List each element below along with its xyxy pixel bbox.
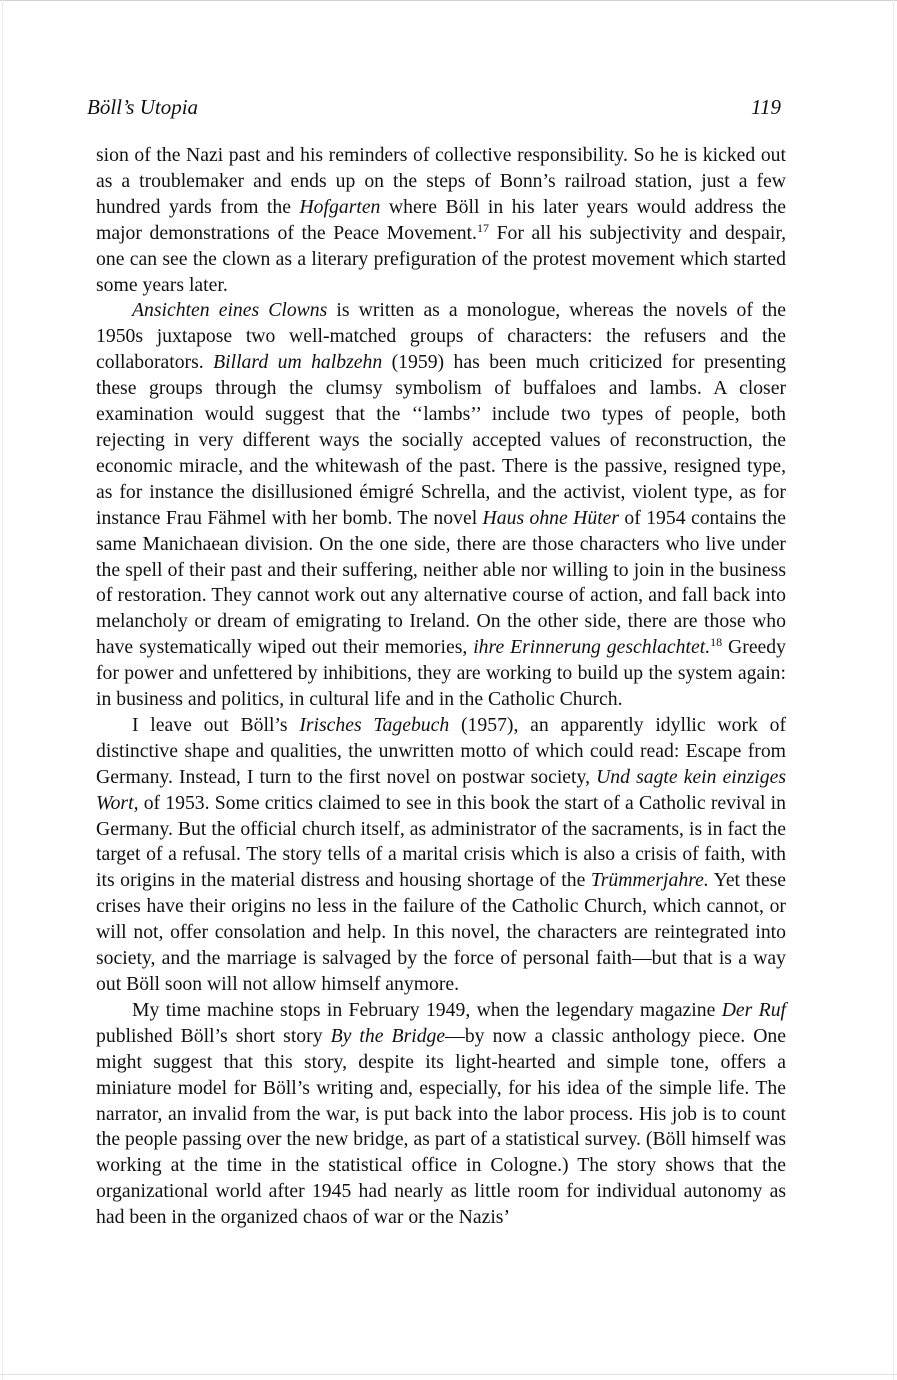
italic-title: Irisches Tagebuch xyxy=(299,713,450,736)
text-run: For all his subjectivity and despair, one can see the clown as a literary prefiguration of the protest movement which started some years later. xyxy=(96,221,787,296)
text-run: I leave out Böll’s xyxy=(132,713,300,736)
italic-title: Trümmerjahre. xyxy=(590,869,709,892)
page-edge-bottom xyxy=(0,1374,897,1375)
paragraph-2 xyxy=(96,298,786,713)
text-run: of 1954 contains the same Manichaean division. On the one side, there are those characters who live under the spell of their past and their suffering, neither able nor willing to join in the business of restoration. They cannot work out any alternative course of action, and fall back into melancholy or dream of emigrating to Ireland. On the other side, there are those who have systematically wiped out their memories, xyxy=(96,506,786,659)
page-edge-left xyxy=(2,0,3,1380)
italic-title: Der Ruf xyxy=(721,998,787,1021)
text-run: Yet these crises have their origins no less in the failure of the Catholic Church, which cannot, or will not, offer consolation and help. In this novel, the characters are reintegrated into society, and the marriage is salvaged by the force of personal faith—but that is a way out Böll soon will not allow himself anymore. xyxy=(96,869,786,995)
footnote-ref: 17 xyxy=(476,220,489,235)
page-edge-top xyxy=(0,0,897,1)
page-edge-right xyxy=(893,0,894,1380)
italic-title: Hofgarten xyxy=(299,195,381,218)
text-run: (1959) has been much criticized for presenting these groups through the clumsy symbolism of buffaloes and lambs. A closer examination would suggest that the ‘‘lambs’’ include two types of people, both rejecting in very different ways the socially accepted values of reconstruction, the economic miracle, and the whitewash of the past. There is the passive, resigned type, as for instance the disillusioned émigré Schrella, and the activist, violent type, as for instance Frau Fähmel with her bomb. The novel xyxy=(96,351,786,529)
text-run: —by now a classic anthology piece. One might suggest that this story, despite its light-hearted and simple tone, offers a miniature model for Böll’s writing and, especially, for his idea of the simple life. The narrator, an invalid from the war, is put back into the labor process. His job is to count the people passing over the new bridge, as part of a statistical survey. (Böll himself was working at the time in the statistical office in Cologne.) The story shows that the organizational world after 1945 had nearly as little room for individual autonomy as had been in the organized chaos of war or the Nazis’ xyxy=(96,1024,786,1229)
text-run: of 1953. Some critics claimed to see in this book the start of a Catholic revival in Germany. But the official church itself, as administrator of the sacraments, is in fact the target of a refusal. The story tells of a marital crisis which is also a crisis of faith, with its origins in the material distress and housing shortage of the xyxy=(96,791,786,892)
text-run: (1957), an apparently idyllic work of distinctive shape and qualities, the unwritten motto of which could read: Escape from Germany. Instead, I turn to the first novel on postwar society, xyxy=(96,713,786,788)
paragraph-1 xyxy=(96,143,786,298)
running-title: Böll’s Utopia xyxy=(87,95,199,119)
text-run: My time machine stops in February 1949, when the legendary magazine xyxy=(132,998,722,1021)
footnote-ref: 18 xyxy=(710,635,723,650)
running-header xyxy=(87,92,781,122)
italic-title: Billard um halbzehn xyxy=(213,351,383,374)
text-run: Greedy for power and unfettered by inhibitions, they are working to build up the system again: in business and politics, in cultural life and in the Catholic Church. xyxy=(96,636,786,711)
italic-title: Ansichten eines Clowns xyxy=(132,299,328,322)
body-text xyxy=(96,143,786,1231)
paragraph-4 xyxy=(96,998,786,1231)
paragraph-3 xyxy=(96,713,786,998)
text-run: is written as a monologue, whereas the novels of the 1950s juxtapose two well-matched groups of characters: the refusers and the collaborators. xyxy=(96,299,786,374)
text-run: published Böll’s short story xyxy=(96,1024,331,1047)
page-number: 119 xyxy=(751,95,781,119)
italic-title: Haus ohne Hüter xyxy=(482,506,620,529)
text-run: sion of the Nazi past and his reminders of collective responsibility. So he is kicked out as a troublemaker and ends up on the steps of Bonn’s railroad station, just a few hundred yards from the xyxy=(96,144,786,218)
text-run: where Böll in his later years would address the major demonstrations of the Peace Movement. xyxy=(96,195,786,244)
italic-title: ihre Erinnerung geschlachtet. xyxy=(473,636,711,659)
italic-title: Und sagte kein einziges Wort, xyxy=(96,765,786,814)
italic-title: By the Bridge xyxy=(330,1024,446,1047)
